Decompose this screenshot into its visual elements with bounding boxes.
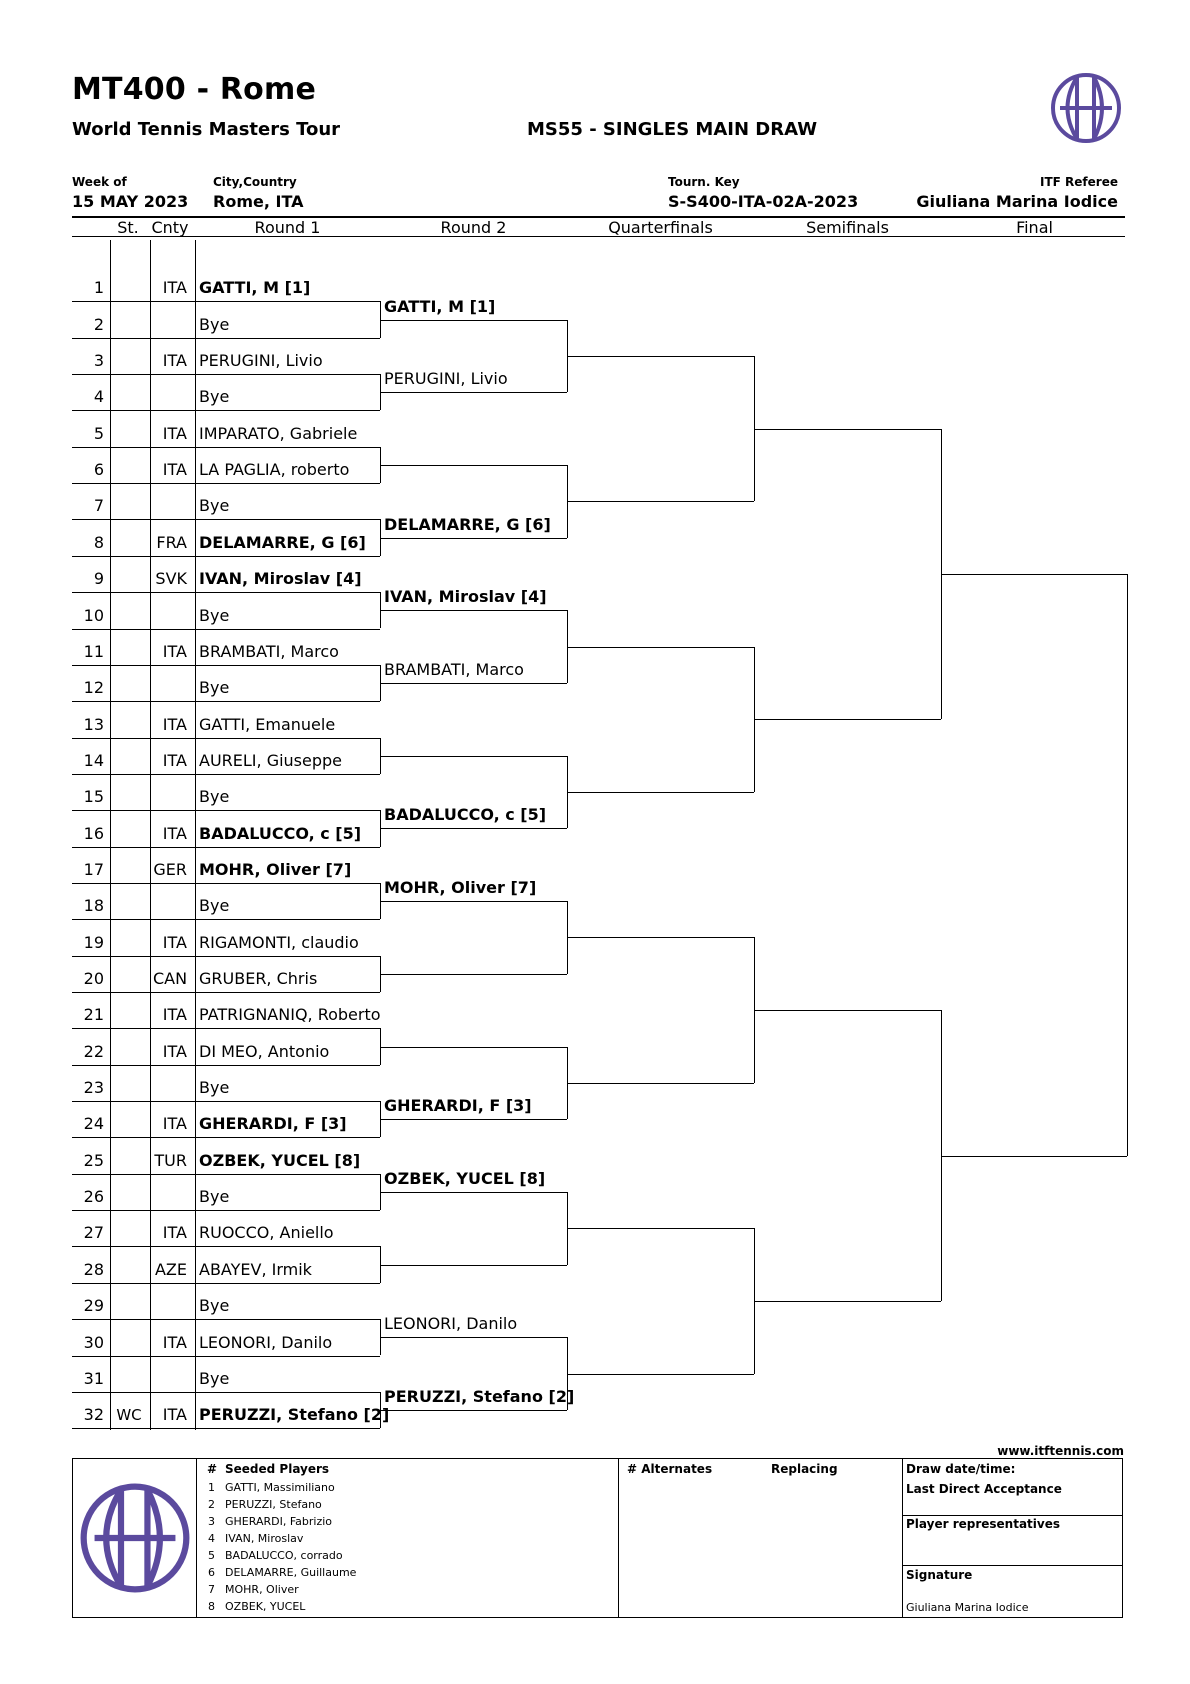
round1-player: Bye (199, 787, 230, 807)
country-code: ITA (162, 1405, 187, 1425)
draw-position: 17 (83, 859, 104, 879)
referee-value: Giuliana Marina Iodice (916, 192, 1118, 211)
round1-player: GHERARDI, F [3] (199, 1114, 347, 1134)
draw-date-label: Draw date/time: (906, 1462, 1016, 1476)
round1-player: Bye (199, 605, 230, 625)
round1-player: BADALUCCO, c [5] (199, 823, 362, 843)
bracket-line (72, 1028, 380, 1029)
bracket-line (754, 1010, 941, 1011)
round1-player: Bye (199, 387, 230, 407)
seed-player: BADALUCCO, corrado (225, 1549, 343, 1562)
bracket-line (1127, 574, 1128, 1156)
draw-position: 2 (93, 314, 104, 334)
col-final: Final (1016, 218, 1053, 237)
draw-position: 31 (83, 1368, 104, 1388)
country-code: ITA (162, 1041, 187, 1061)
tourn-key-label: Tourn. Key (668, 175, 740, 189)
seeded-title: Seeded Players (225, 1462, 330, 1476)
round1-player: IMPARATO, Gabriele (199, 423, 358, 443)
round1-player: GATTI, M [1] (199, 278, 311, 298)
draw-position: 25 (83, 1150, 104, 1170)
draw-position: 14 (83, 750, 104, 770)
country-code: ITA (162, 932, 187, 952)
bracket-line (72, 992, 380, 993)
website-link[interactable]: www.itftennis.com (997, 1444, 1124, 1458)
round1-player: PERUZZI, Stefano [2] (199, 1405, 390, 1425)
referee-label: ITF Referee (1040, 175, 1118, 189)
bracket-line (380, 1192, 567, 1193)
bracket-line (567, 1228, 754, 1229)
round1-player: LA PAGLIA, roberto (199, 460, 350, 480)
round1-player: Bye (199, 1296, 230, 1316)
round1-player: Bye (199, 1078, 230, 1098)
bracket-line (380, 756, 567, 757)
draw-position: 5 (93, 423, 104, 443)
bracket-line (72, 883, 380, 884)
seed-number: 5 (208, 1549, 215, 1562)
draw-position: 19 (83, 932, 104, 952)
country-code: ITA (162, 1223, 187, 1243)
bracket-line (72, 1174, 380, 1175)
round1-player: Bye (199, 314, 230, 334)
draw-position: 32 (83, 1405, 104, 1425)
bracket-line (72, 556, 380, 557)
round2-player: DELAMARRE, G [6] (384, 514, 551, 534)
alternates-title: # Alternates (627, 1462, 713, 1476)
tourn-key-value: S-S400-ITA-02A-2023 (668, 192, 859, 211)
country-code: AZE (154, 1259, 187, 1279)
tournament-title: MT400 - Rome (72, 72, 316, 107)
round1-player: Bye (199, 678, 230, 698)
seed-number: 8 (208, 1600, 215, 1613)
bracket-line (380, 1265, 567, 1266)
draw-position: 30 (83, 1332, 104, 1352)
round1-player: DELAMARRE, G [6] (199, 532, 366, 552)
bracket-line (567, 792, 754, 793)
signature-label: Signature (906, 1568, 973, 1582)
draw-position: 4 (93, 387, 104, 407)
country-code: ITA (162, 423, 187, 443)
draw-position: 20 (83, 969, 104, 988)
bracket-line (754, 1301, 941, 1302)
draw-position: 16 (83, 823, 104, 843)
draw-position: 7 (93, 496, 104, 516)
bracket-line (380, 683, 567, 684)
country-code: ITA (162, 1114, 187, 1134)
round1-player: RUOCCO, Aniello (199, 1223, 334, 1243)
round1-player: PATRIGNANIQ, Roberto (199, 1005, 381, 1025)
col-round1: Round 1 (254, 218, 321, 237)
draw-name: MS55 - SINGLES MAIN DRAW (527, 119, 818, 140)
seed-player: GATTI, Massimiliano (225, 1481, 335, 1494)
round1-player: Bye (199, 1368, 230, 1388)
bracket-line (380, 974, 567, 975)
seed-number: 6 (208, 1566, 215, 1579)
round1-player: Bye (199, 896, 230, 916)
draw-position: 23 (83, 1078, 104, 1098)
draw-position: 9 (93, 569, 104, 589)
draw-position: 27 (83, 1223, 104, 1243)
itf-footer-logo-icon (79, 1482, 191, 1594)
bracket-line (754, 429, 941, 430)
bracket-line (567, 647, 754, 648)
country-code: ITA (162, 641, 187, 661)
round1-player: ABAYEV, Irmik (199, 1259, 312, 1279)
week-value: 15 MAY 2023 (72, 192, 189, 211)
draw-position: 6 (93, 460, 104, 480)
bracket-line (72, 1101, 380, 1102)
country-code: TUR (154, 1150, 187, 1170)
draw-position: 8 (93, 532, 104, 552)
draw-position: 24 (83, 1114, 104, 1134)
round1-player: IVAN, Miroslav [4] (199, 569, 362, 589)
bracket-line (72, 301, 380, 302)
country-code: ITA (162, 460, 187, 480)
round1-player: BRAMBATI, Marco (199, 641, 339, 661)
round1-player: GRUBER, Chris (199, 969, 318, 988)
country-code: ITA (162, 714, 187, 734)
signature-value: Giuliana Marina Iodice (906, 1601, 1029, 1614)
round2-player: LEONORI, Danilo (384, 1314, 518, 1334)
bracket-line (567, 501, 754, 502)
round1-player: DI MEO, Antonio (199, 1041, 330, 1061)
col-status: St. (117, 218, 139, 237)
round1-player: PERUGINI, Livio (199, 351, 323, 371)
seed-number: 3 (208, 1515, 215, 1528)
seed-player: PERUZZI, Stefano (225, 1498, 322, 1511)
round1-player: OZBEK, YUCEL [8] (199, 1150, 361, 1170)
bracket-line (72, 919, 380, 920)
bracket-line (72, 483, 380, 484)
seed-number: 7 (208, 1583, 215, 1596)
round2-player: MOHR, Oliver [7] (384, 878, 537, 898)
seed-player: MOHR, Oliver (225, 1583, 299, 1596)
round2-player: OZBEK, YUCEL [8] (384, 1168, 546, 1188)
city-label: City,Country (213, 175, 297, 189)
entry-status: WC (116, 1406, 142, 1425)
bracket-line (72, 519, 380, 520)
round1-player: MOHR, Oliver [7] (199, 859, 352, 879)
draw-position: 13 (83, 714, 104, 734)
bracket-line (72, 447, 380, 448)
seed-number: 2 (208, 1498, 215, 1511)
bracket-line (72, 374, 380, 375)
bracket-line (72, 629, 380, 630)
draw-position: 1 (93, 278, 104, 298)
round2-player: GHERARDI, F [3] (384, 1096, 532, 1116)
round2-player: IVAN, Miroslav [4] (384, 587, 547, 607)
bracket-line (567, 356, 754, 357)
country-code: ITA (162, 351, 187, 371)
bracket-line (72, 1065, 380, 1066)
bracket-line (72, 738, 380, 739)
round2-player: PERUZZI, Stefano [2] (384, 1387, 575, 1407)
city-value: Rome, ITA (213, 192, 304, 211)
draw-position: 22 (83, 1041, 104, 1061)
country-code: ITA (162, 1332, 187, 1352)
tour-name: World Tennis Masters Tour (72, 119, 341, 140)
itf-logo-icon (1050, 72, 1122, 144)
seed-player: DELAMARRE, Guillaume (225, 1566, 357, 1579)
round1-player: GATTI, Emanuele (199, 714, 336, 734)
bracket-line (72, 810, 380, 811)
seeded-hash: # (207, 1462, 218, 1476)
bracket-line (567, 1083, 754, 1084)
bracket-line (72, 1319, 380, 1320)
draw-position: 26 (83, 1187, 104, 1207)
country-code: ITA (162, 278, 187, 298)
bracket-line (110, 240, 111, 1430)
round1-player: LEONORI, Danilo (199, 1332, 333, 1352)
round1-player: RIGAMONTI, claudio (199, 932, 359, 952)
bracket-line (72, 1283, 380, 1284)
col-semifinals: Semifinals (806, 218, 889, 237)
bracket-line (72, 847, 380, 848)
country-code: ITA (162, 1005, 187, 1025)
bracket-line (72, 1428, 380, 1429)
bracket-line (72, 1246, 380, 1247)
bracket-line (567, 1374, 754, 1375)
col-round2: Round 2 (440, 218, 507, 237)
bracket-line (380, 1337, 567, 1338)
bracket-line (380, 901, 567, 902)
bracket-line (72, 592, 380, 593)
bracket-line (380, 1119, 567, 1120)
country-code: ITA (162, 823, 187, 843)
round2-player: GATTI, M [1] (384, 296, 496, 316)
bracket-line (380, 1047, 567, 1048)
bracket-line (567, 937, 754, 938)
draw-position: 11 (83, 641, 104, 661)
bracket-line (72, 1137, 380, 1138)
bracket-line (72, 1392, 380, 1393)
round1-player: AURELI, Giuseppe (199, 750, 343, 770)
draw-position: 15 (83, 787, 104, 807)
bracket-line (195, 240, 196, 1430)
seed-number: 4 (208, 1532, 215, 1545)
col-quarterfinals: Quarterfinals (608, 218, 713, 237)
draw-position: 18 (83, 896, 104, 916)
country-code: GER (153, 859, 187, 879)
bracket-line (380, 538, 567, 539)
draw-position: 12 (83, 678, 104, 698)
draw-position: 3 (93, 351, 104, 371)
bracket-line (72, 774, 380, 775)
col-country: Cnty (151, 218, 189, 237)
seed-number: 1 (208, 1481, 215, 1494)
bracket-line (150, 240, 151, 1430)
bracket-line (72, 338, 380, 339)
bracket-line (380, 1410, 567, 1411)
country-code: SVK (155, 569, 187, 589)
round1-player: Bye (199, 1187, 230, 1207)
bracket-line (72, 701, 380, 702)
bracket-line (72, 410, 380, 411)
bracket-line (754, 719, 941, 720)
bracket-line (72, 665, 380, 666)
bracket-line (380, 392, 567, 393)
draw-position: 21 (83, 1005, 104, 1025)
round2-player: BRAMBATI, Marco (384, 660, 524, 680)
bracket-line (72, 1356, 380, 1357)
bracket-line (72, 956, 380, 957)
draw-position: 29 (83, 1296, 104, 1316)
bracket-line (941, 1156, 1127, 1157)
draw-position: 28 (83, 1259, 104, 1279)
last-direct-acceptance-label: Last Direct Acceptance (906, 1482, 1062, 1496)
seed-player: OZBEK, YUCEL (225, 1600, 306, 1613)
bracket-line (380, 610, 567, 611)
bracket-line (72, 1210, 380, 1211)
round2-player: PERUGINI, Livio (384, 369, 508, 389)
bracket-line (380, 828, 567, 829)
replacing-title: Replacing (771, 1462, 838, 1476)
bracket-line (380, 465, 567, 466)
seed-player: GHERARDI, Fabrizio (225, 1515, 332, 1528)
bracket-line (380, 320, 567, 321)
country-code: CAN (153, 969, 188, 988)
bracket-line (941, 574, 1127, 575)
player-reps-label: Player representatives (906, 1517, 1061, 1531)
country-code: FRA (156, 532, 187, 552)
draw-position: 10 (83, 605, 104, 625)
round1-player: Bye (199, 496, 230, 516)
seed-player: IVAN, Miroslav (225, 1532, 304, 1545)
round2-player: BADALUCCO, c [5] (384, 805, 547, 825)
country-code: ITA (162, 750, 187, 770)
week-label: Week of (72, 175, 127, 189)
